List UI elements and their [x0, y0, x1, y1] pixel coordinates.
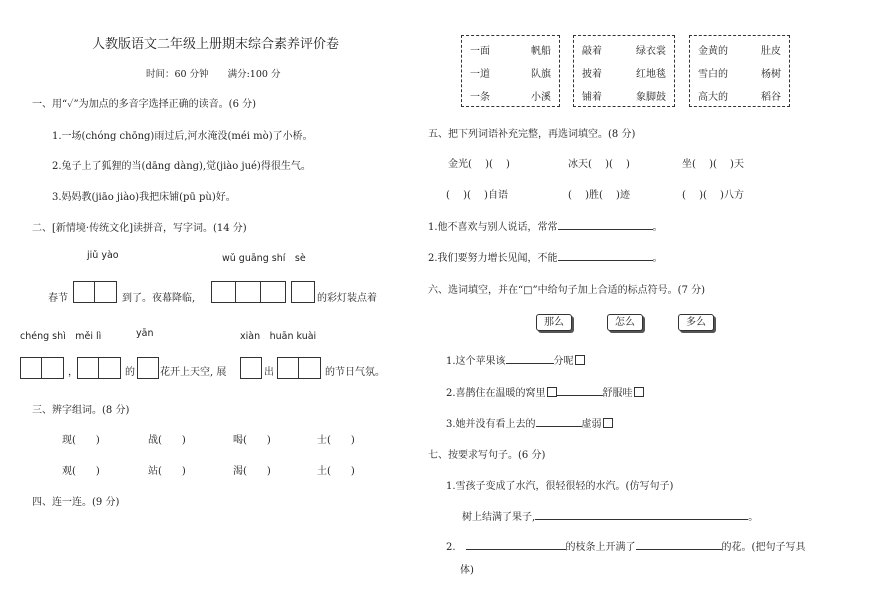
q3-heading: 三、辨字组词。(8 分) [32, 405, 130, 416]
sentence-text: 2.我们要努力增长见闻，不能 [428, 253, 558, 264]
char-boxes [291, 281, 315, 303]
idiom-blank[interactable]: ( )( )自语 [446, 190, 508, 201]
q7-item: 1.雪孩子变成了水汽，很轻很轻的水汽。(仿写句子) [446, 481, 674, 492]
match-left[interactable]: 高大的 [698, 92, 728, 103]
q2-text: ， [68, 367, 78, 378]
match-left[interactable]: 敲着 [582, 46, 602, 57]
match-right[interactable]: 稻谷 [761, 92, 781, 103]
sentence-fill [446, 538, 805, 553]
match-right[interactable]: 肚皮 [761, 46, 781, 57]
sentence-fill [446, 352, 585, 367]
char-box[interactable] [299, 357, 321, 379]
match-group [689, 35, 790, 107]
char-boxes [240, 357, 262, 379]
sentence-text: 1.他不喜欢与别人说话，常常 [428, 222, 558, 233]
match-left[interactable]: 一面 [470, 46, 490, 57]
char-box[interactable] [291, 281, 315, 303]
pinyin-label: chéng shì měi lì [20, 331, 102, 342]
sentence-fill: 树上结满了果子, 。 [462, 508, 758, 523]
punctuation-box[interactable] [603, 418, 613, 428]
match-right[interactable]: 绿衣裳 [636, 46, 666, 57]
match-left[interactable]: 披着 [582, 69, 602, 80]
fill-blank[interactable] [535, 509, 748, 520]
sentence-fill: 1.他不喜欢与别人说话，常常 。 [428, 218, 663, 233]
q2-text: 出 [264, 367, 274, 378]
word-blank[interactable]: 站( ) [148, 466, 186, 477]
match-right[interactable]: 小溪 [531, 92, 551, 103]
idiom-blank[interactable]: 冰天( )( ) [568, 159, 630, 170]
char-boxes [137, 357, 159, 379]
match-left[interactable]: 一条 [470, 92, 490, 103]
exam-info: 时间：60 分钟 满分:100 分 [146, 69, 281, 80]
char-boxes [211, 281, 286, 303]
pinyin-label: xiàn huān kuài [240, 331, 317, 342]
char-box[interactable] [42, 357, 64, 379]
char-box[interactable] [277, 357, 299, 379]
match-right[interactable]: 杨树 [761, 69, 781, 80]
match-left[interactable]: 金黄的 [698, 46, 728, 57]
sentence-text: 的花。(把句子写具 [721, 542, 806, 553]
sentence-text: 舒服哇 [602, 388, 633, 399]
q2-text: 春节 [48, 293, 68, 304]
sentence-fill [446, 415, 613, 430]
q4-heading: 四、连一连。(9 分) [32, 497, 120, 508]
char-box[interactable] [20, 357, 42, 379]
char-boxes [20, 357, 64, 379]
match-group [461, 35, 560, 107]
char-box[interactable] [99, 357, 121, 379]
match-right[interactable]: 队旗 [531, 69, 551, 80]
char-box[interactable] [77, 357, 99, 379]
q2-text: 的彩灯装点着 [317, 293, 377, 304]
fill-blank[interactable] [557, 385, 603, 396]
sentence-text: 的枝条上开满了 [565, 542, 636, 553]
char-boxes [277, 357, 321, 379]
punctuation-box[interactable] [634, 387, 644, 397]
match-left[interactable]: 雪白的 [698, 69, 728, 80]
idiom-blank[interactable]: 坐( )( )天 [682, 159, 744, 170]
char-box[interactable] [73, 281, 95, 303]
pinyin-label: wǔ guāng shí sè [222, 253, 306, 264]
idiom-blank[interactable]: 金光( )( ) [448, 159, 510, 170]
word-option[interactable]: 那么 [536, 314, 572, 331]
idiom-blank[interactable]: ( )胜( )迹 [568, 190, 630, 201]
punctuation-box[interactable] [575, 355, 585, 365]
q1-heading: 一、用“✓”为加点的多音字选择正确的读音。(6 分) [32, 99, 257, 110]
char-boxes [73, 281, 117, 303]
char-box[interactable] [240, 357, 262, 379]
word-option[interactable]: 多么 [678, 314, 714, 331]
char-box[interactable] [236, 281, 261, 303]
fill-blank[interactable] [506, 353, 554, 364]
sentence-fill [446, 384, 644, 399]
page-title: 人教版语文二年级上册期末综合素养评价卷 [92, 37, 340, 52]
q5-heading: 五、把下列词语补充完整，再选词填空。(8 分) [428, 129, 636, 140]
q7-heading: 七、按要求写句子。(6 分) [428, 450, 546, 461]
q1-item[interactable]: 3.妈妈教(jiāo jiào)我把床铺(pū pù)好。 [52, 192, 236, 203]
q2-text: 花开上天空, 展 [160, 367, 227, 378]
sentence-text: 分呢 [553, 356, 574, 367]
word-blank[interactable]: 观( ) [62, 466, 100, 477]
word-blank[interactable]: 现( ) [62, 435, 100, 446]
punctuation-box[interactable] [547, 387, 557, 397]
word-blank[interactable]: 土( ) [317, 466, 355, 477]
char-boxes [77, 357, 121, 379]
idiom-blank[interactable]: ( )( )八方 [682, 190, 744, 201]
match-group [573, 35, 675, 107]
match-left[interactable]: 铺着 [582, 92, 602, 103]
fill-blank[interactable] [466, 539, 566, 550]
word-blank[interactable]: 士( ) [317, 435, 355, 446]
char-box[interactable] [261, 281, 286, 303]
match-right[interactable]: 红地毯 [636, 69, 666, 80]
word-blank[interactable]: 渴( ) [233, 466, 271, 477]
char-box[interactable] [137, 357, 159, 379]
q2-text: 的节日气氛。 [325, 367, 385, 378]
char-box[interactable] [95, 281, 117, 303]
q2-text: 到了。夜幕降临, [122, 293, 196, 304]
q1-item[interactable]: 1.一场(chóng chōng)雨过后,河水淹没(méi mò)了小桥。 [52, 131, 313, 142]
sentence-fill: 2.我们要努力增长见闻，不能 。 [428, 249, 663, 264]
match-left[interactable]: 一道 [470, 69, 490, 80]
sentence-text: 2. [446, 542, 456, 553]
sentence-text: 虚弱 [581, 419, 602, 430]
fill-blank[interactable] [636, 539, 722, 550]
word-blank[interactable]: 战( ) [148, 435, 186, 446]
q7-item: 体) [460, 565, 474, 576]
match-right[interactable]: 象脚鼓 [636, 92, 666, 103]
fill-blank[interactable] [558, 250, 653, 261]
q1-item[interactable]: 2.兔子上了狐狸的当(dāng dàng),觉(jiào jué)得很生气。 [52, 161, 311, 172]
q6-heading: 六、选词填空，并在“□”中给句子加上合适的标点符号。(7 分) [428, 285, 706, 296]
fill-blank[interactable] [558, 219, 653, 230]
q2-heading: 二、[新情境·传统文化]读拼音，写字词。(14 分) [32, 223, 247, 234]
sentence-text: 树上结满了果子, [462, 512, 536, 523]
pinyin-label: yān [136, 328, 154, 339]
sentence-text: 2.喜鹊住在温暖的窝里 [446, 388, 546, 399]
fill-blank[interactable] [536, 416, 582, 427]
q2-text: 的 [125, 367, 135, 378]
word-blank[interactable]: 喝( ) [233, 435, 271, 446]
sentence-text: 3.她并没有看上去的 [446, 419, 536, 430]
sentence-text: 1.这个苹果该 [446, 356, 506, 367]
word-option[interactable]: 怎么 [607, 314, 643, 331]
match-right[interactable]: 帆船 [531, 46, 551, 57]
char-box[interactable] [211, 281, 236, 303]
pinyin-label: jiǔ yào [87, 250, 119, 261]
